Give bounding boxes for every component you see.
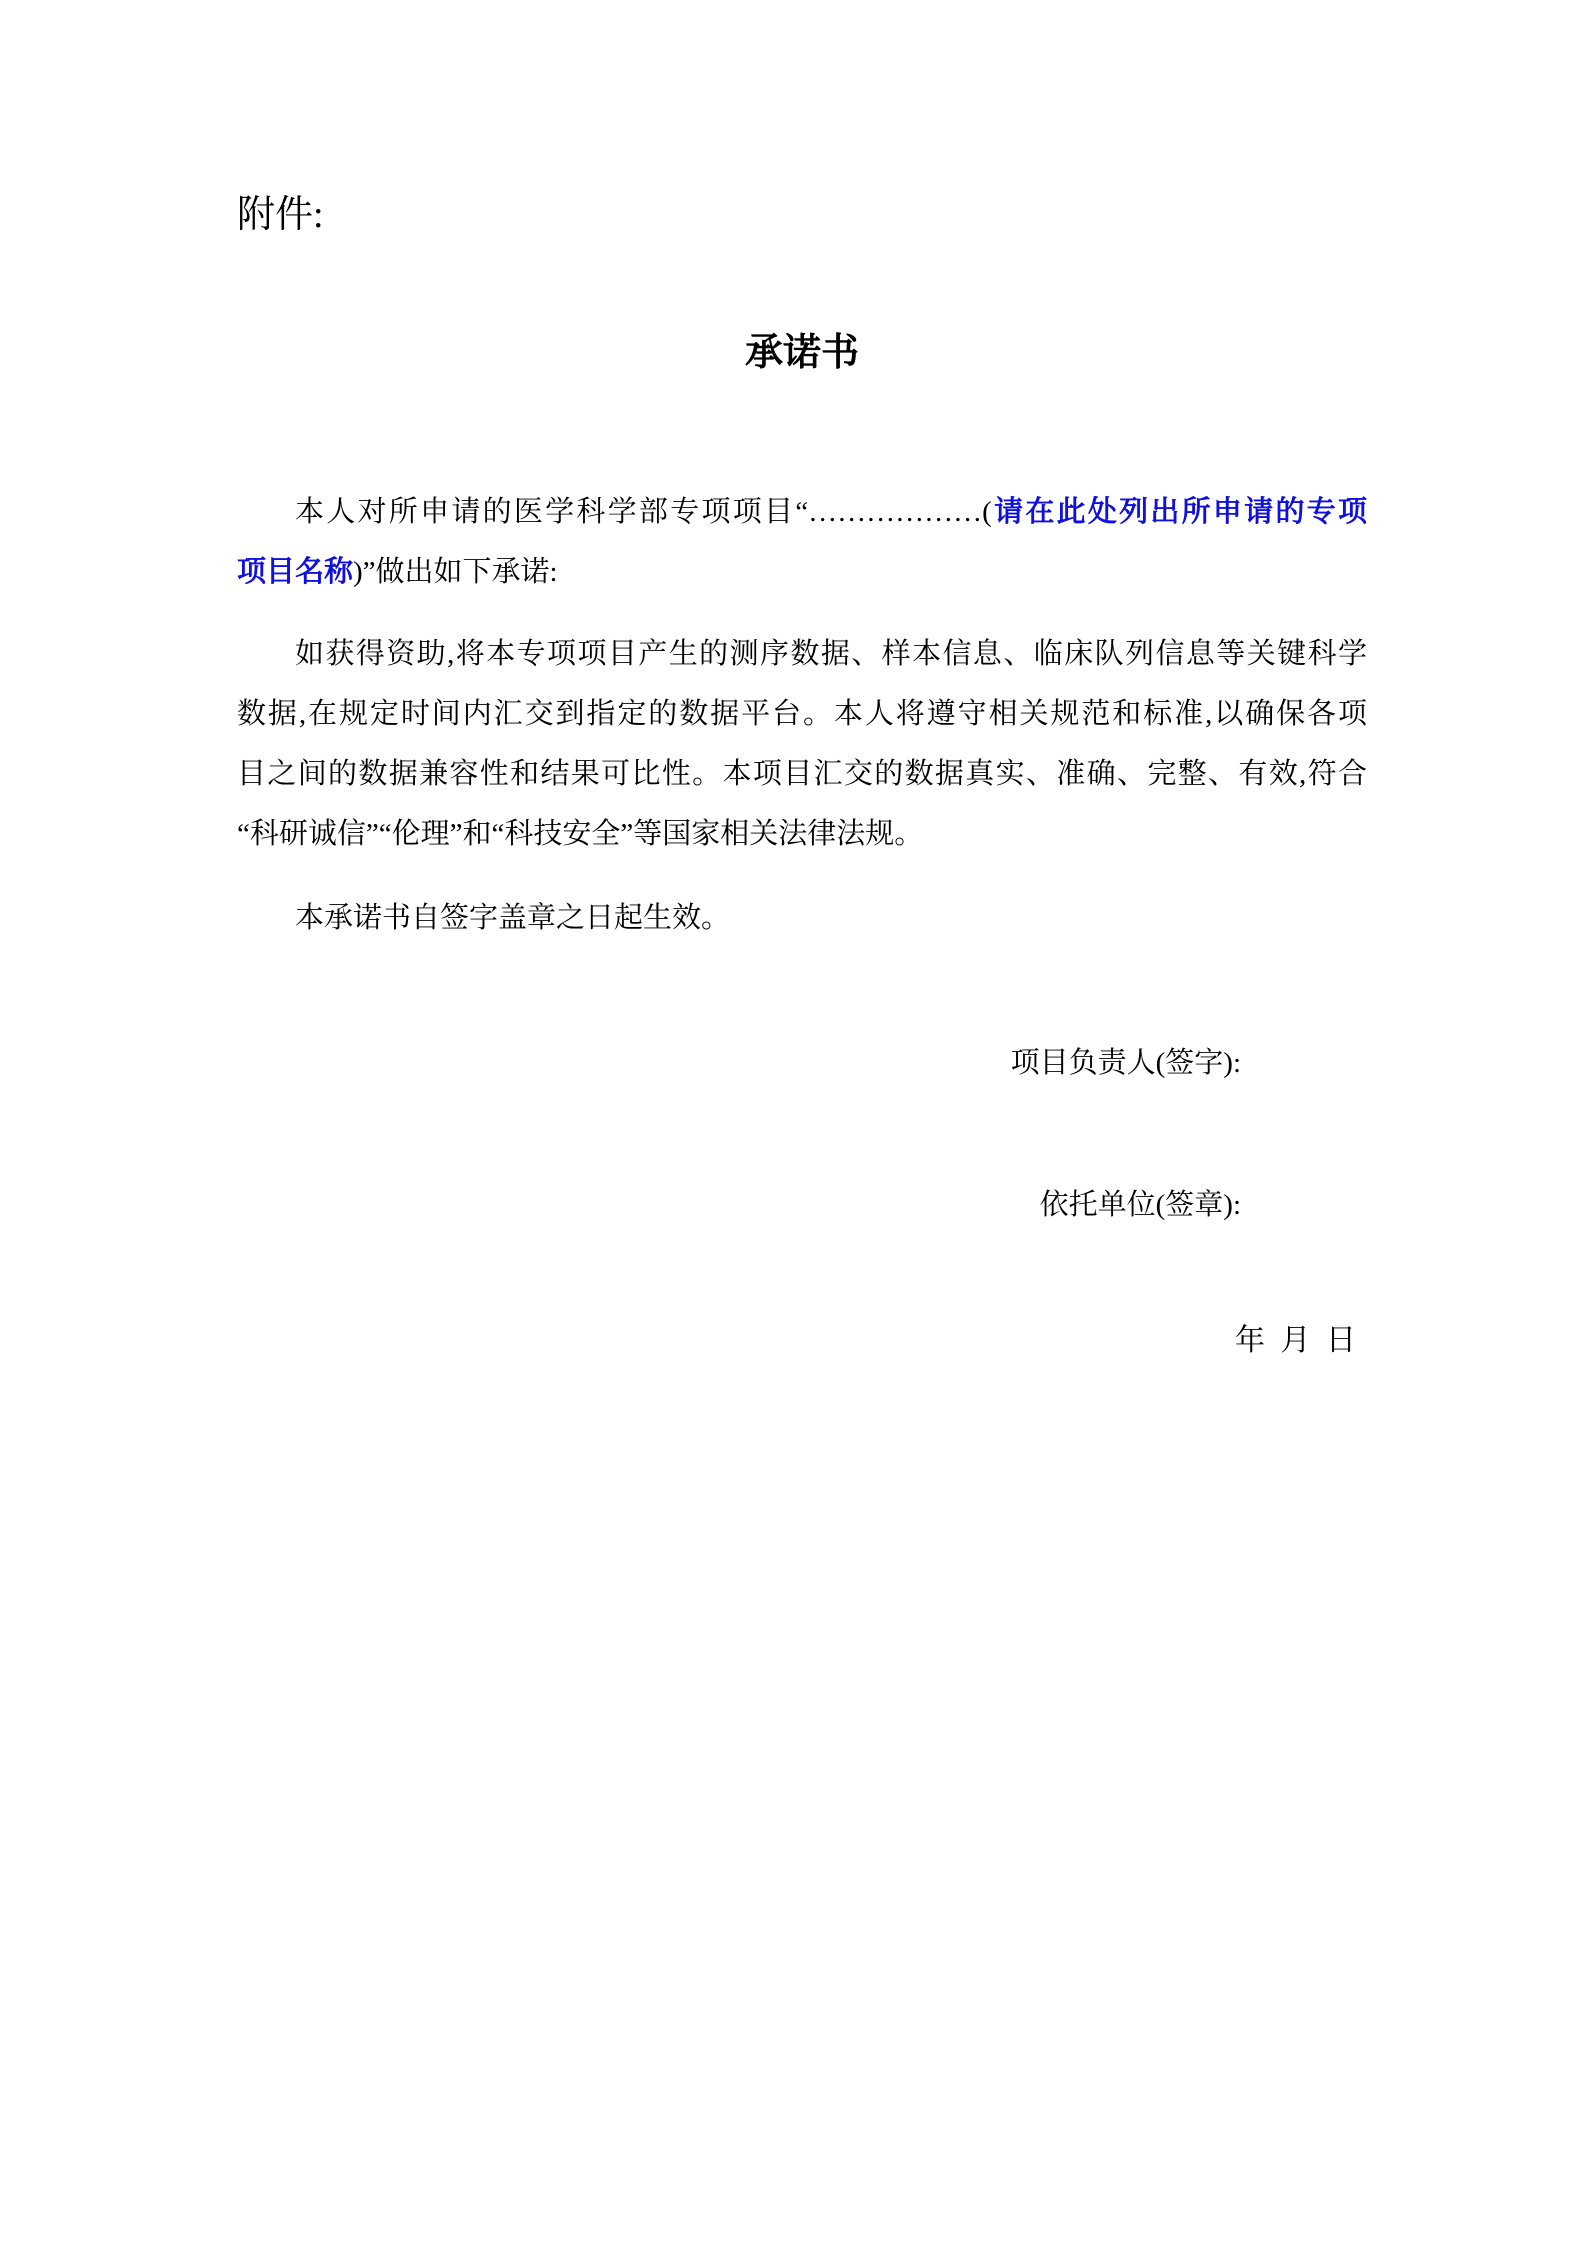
attachment-label: 附件: (237, 194, 324, 236)
paragraph-commitment-intro (237, 482, 1367, 602)
effective-date-text: 本承诺书自签字盖章之日起生效。 (295, 902, 731, 934)
paragraph-intro-line1 (237, 482, 1367, 542)
body-line4: “科研诚信”“伦理”和“科技安全”等国家相关法律法规。 (237, 818, 924, 850)
signature-project-leader-label: 项目负责人(签字): (1010, 1047, 1241, 1079)
intro-line2-black-text: )”做出如下承诺: (353, 556, 558, 588)
intro-line2-blue-placeholder-text: 项目名称 (237, 556, 354, 588)
intro-line1-black-text: 本人对所申请的医学科学部专项项目“………………( (295, 496, 992, 528)
paragraph-effective-date (237, 888, 1367, 948)
paragraph-intro-line2 (237, 542, 1367, 602)
document-title: 承诺书 (744, 332, 859, 374)
intro-line1-blue-placeholder-text: 请在此处列出所申请的专项 (991, 496, 1367, 528)
paragraph-commitment-body (237, 624, 1367, 864)
body-line3: 目之间的数据兼容性和结果可比性。本项目汇交的数据真实、准确、完整、有效,符合 (237, 758, 1367, 790)
body-line1: 如获得资助,将本专项项目产生的测序数据、样本信息、临床队列信息等关键科学 (295, 638, 1367, 670)
body-line2: 数据,在规定时间内汇交到指定的数据平台。本人将遵守相关规范和标准,以确保各项 (237, 698, 1367, 730)
date-year-month-day-label: 年 月 日 (1235, 1324, 1356, 1357)
signature-institution-label: 依托单位(签章): (1039, 1189, 1241, 1221)
